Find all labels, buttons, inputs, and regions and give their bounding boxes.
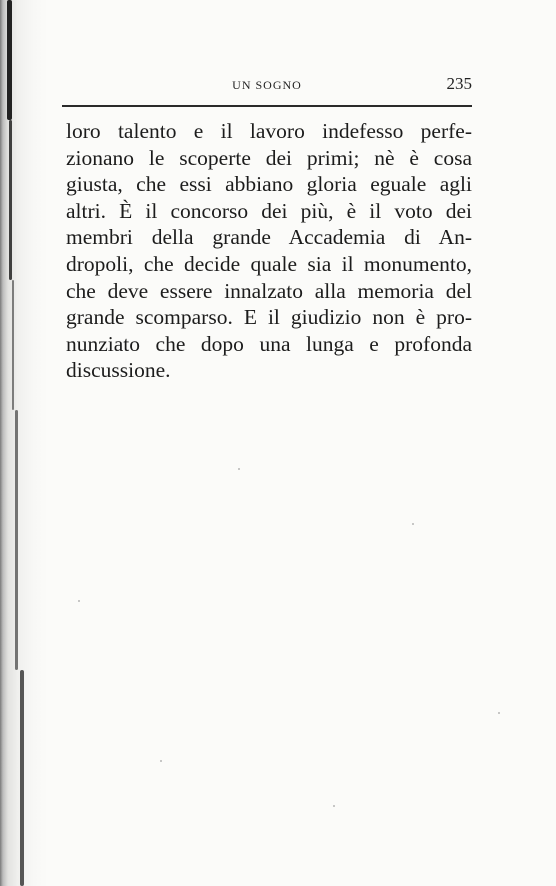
paper-speck xyxy=(238,468,240,470)
header-rule xyxy=(62,105,472,107)
text-line: grande scomparso. E il giudizio non è pro- xyxy=(66,305,472,330)
text-line: loro talento e il lavoro indefesso perfe- xyxy=(66,119,472,143)
binding-edge xyxy=(9,120,12,280)
page-header xyxy=(62,76,472,96)
text-line: giusta, che essi abbiano gloria eguale agli xyxy=(66,172,472,197)
binding-edge xyxy=(7,0,12,120)
paper-speck xyxy=(78,600,80,602)
binding-edge xyxy=(12,280,14,410)
page-number: 235 xyxy=(446,74,472,93)
text-line: zionano le scoperte dei primi; nè è cosa xyxy=(66,145,472,170)
paper-speck xyxy=(160,760,162,762)
text-line: altri. È il concorso dei più, è il voto dei xyxy=(66,198,472,223)
paper-speck xyxy=(333,805,335,807)
binding-edge xyxy=(20,670,24,886)
paper-speck xyxy=(412,523,414,525)
book-gutter-shadow xyxy=(0,0,48,886)
text-line: che deve essere innalzato alla memoria del xyxy=(66,278,472,303)
running-head: UN SOGNO xyxy=(232,78,302,92)
text-line: nunziato che dopo una lunga e profonda xyxy=(66,331,472,356)
body-text xyxy=(66,118,472,384)
text-line: membri della grande Accademia di An- xyxy=(66,225,472,250)
text-line: discussione. xyxy=(66,358,171,383)
binding-edge xyxy=(15,410,18,670)
text-line: dropoli, che decide quale sia il monumento, xyxy=(66,251,472,276)
paper-speck xyxy=(498,712,500,714)
